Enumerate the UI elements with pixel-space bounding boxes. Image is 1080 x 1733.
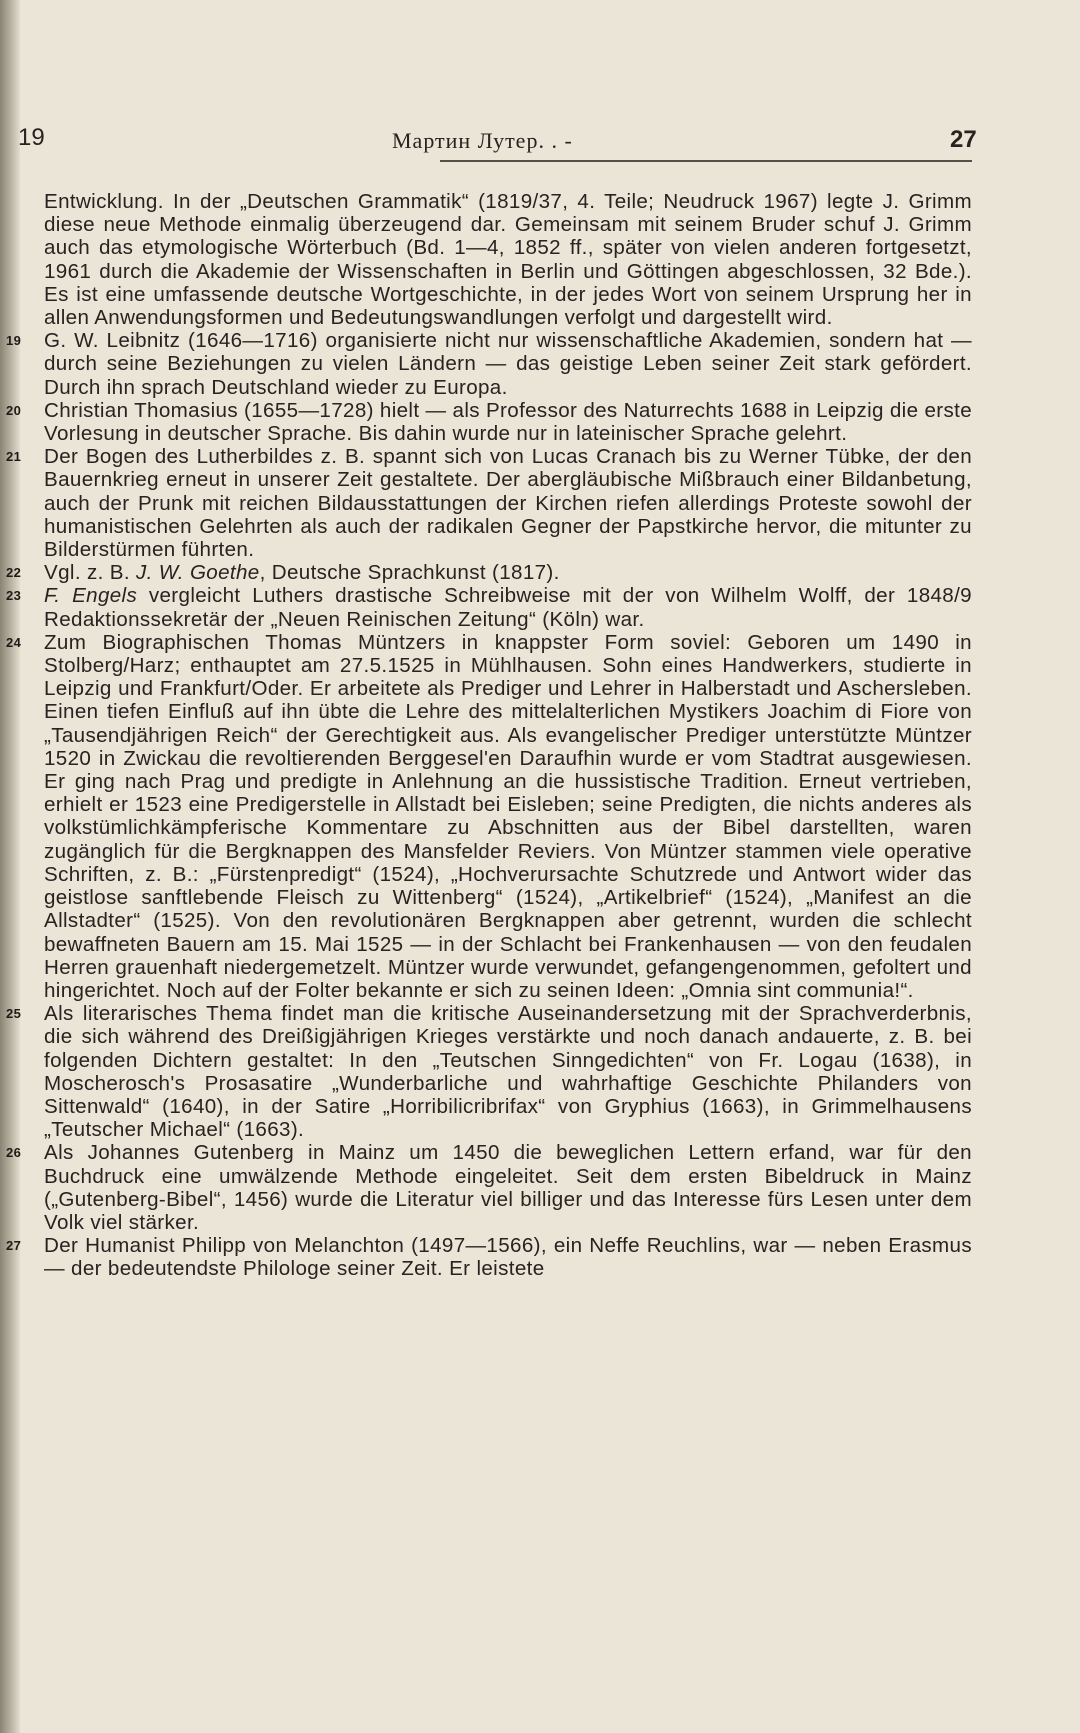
footnote-20 <box>6 398 973 446</box>
footnote-text: Christian Thomasius (1655—1728) hielt — als Professor des Naturrechts 1688 in Leipzig die erste Vorlesung in deutscher Sprache. Bis dahin wurde nur in lateinischer Sprache gelehrt. <box>44 398 973 446</box>
footnote-24 <box>6 630 972 1002</box>
page-header <box>0 120 1080 160</box>
footnote-text: Der Bogen des Lutherbildes z. B. spannt sich von Lucas Cranach bis zu Werner Tübke, der den Bauernkrieg erneut in unserer Zeit gestaltete. Der abergläubische Mißbrauch einer Bildanbetung, auch der Prunk mit reichen Bildausstattungen der Kirchen riefen allerdings Proteste sowohl der humanistischen Gelehrten als auch der radikalen Gegner der Papstkirche hervor, die mitunter zu Bilderstürmen führten. <box>44 445 972 562</box>
footnote-number: 23 <box>6 588 22 604</box>
footnote-author: F. Engels <box>44 584 138 608</box>
footnote-number: 27 <box>6 1238 22 1254</box>
footnote-text: G. W. Leibnitz (1646—1716) organisierte nicht nur wissenschaftliche Akademien, sondern hat — durch seine Beziehungen zu vielen Ländern — das geistige Leben seiner Zeit stark gefördert. Durch ihn sprach Deutschland wieder zu Europa. <box>44 329 972 399</box>
footnote-text: Als Johannes Gutenberg in Mainz um 1450 die beweglichen Lettern erfand, war für den Buchdruck eine umwälzende Methode eingeleitet. Seit dem ersten Bibeldruck in Mainz („Gutenberg-Bibel“, 1456) wurde die Literatur viel billiger und das Interesse fürs Lesen unter dem Volk viel stärker. <box>44 1141 972 1234</box>
footnote-number: 22 <box>6 565 22 581</box>
footnote-number: 20 <box>6 402 22 418</box>
footnote-text: Zum Biographischen Thomas Müntzers in knappster Form soviel: Geboren um 1490 in Stolberg/Harz; enthauptet am 27.5.1525 in Mühlhausen. Sohn eines Handwerkers, studierte in Leipzig und Frankfurt/Oder. Er arbeitete als Prediger und Lehrer in Halberstadt und Aschersleben. Einen tiefen Einfluß auf ihn übte die Lehre des mittelalterlichen Mystikers Joachim di Fiore von „Tausendjährigen Reich“ der Gerechtigkeit aus. Als evangelischer Prediger unterstützte Müntzer 1520 in Zwickau die revoltierenden Berggesel'en Daraufhin wurde er vom Stadtrat ausgewiesen. Er ging nach Prag und predigte in Anlehnung an die hussistische Tradition. Erneut vertrieben, erhielt er 1523 eine Predigerstelle in Allstadt bei Eisleben; seine Predigten, die nichts anderes als volkstümlichkämpferische Kommentare zu Abschnitten aus der Bibel darstellten, waren zugänglich für die Bergknappen des Mansfelder Reviers. Von Müntzer stammen viele operative Schriften, z. B.: „Fürstenpredigt“ (1524), „Hochverursachte Schutzrede und Antwort wider das geistlose sanftlebende Fleisch zu Wittenberg“ (1524), „Artikelbrief“ (1524), „Manifest an die Allstadter“ (1525). Von den revolutionären Bergknappen aber getrennt, wurden die schlecht bewaffneten Bauern am 15. Mai 1525 — in der Schlacht bei Frankenhausen — von den feudalen Herren grauenhaft niedergemetzelt. Müntzer wurde verwundet, gefangengenommen, gefoltert und hingerichtet. Noch auf der Folter bekannte er sich zu seinen Ideen: „Omnia sint communia!“. <box>44 630 972 1002</box>
footnote-number: 26 <box>6 1145 22 1161</box>
footnote-author: J. W. Goethe <box>135 561 260 585</box>
book-page-edge <box>0 0 20 1733</box>
footnote-19 <box>6 329 972 399</box>
footnote-prefix: Vgl. z. B. <box>44 561 136 585</box>
footnote-text: Als literarisches Thema findet man die kritische Auseinandersetzung mit der Sprachverderbnis, die sich während des Dreißigjährigen Krieges verstärkte und noch danach andauerte, z. B. bei folgenden Dichtern gestaltet: In den „Teutschen Sinngedichten“ von Fr. Logau (1638), in Moscherosch's Prosasatire „Wunderbarliche und wahrhaftige Geschichte Philanders von Sittenwald“ (1640), in der Satire „Horribilicribrifax“ von Gryphius (1663), in Grimmelhausens „Teutscher Michael“ (1663). <box>44 1002 972 1142</box>
footnote-number: 19 <box>6 333 22 349</box>
footnote-number: 21 <box>6 449 22 465</box>
footnote-text: vergleicht Luthers drastische Schreibweise mit der von Wilhelm Wolff, der 1848/9 Redaktionssekretär der „Neuen Reinischen Zeitung“ (Köln) war. <box>44 584 972 631</box>
previous-page-number: 19 <box>18 124 45 151</box>
footnote-21 <box>6 445 972 562</box>
footnote-number: 24 <box>6 634 22 650</box>
footnote-26 <box>6 1141 972 1234</box>
footnote-text: Entwicklung. In der „Deutschen Grammatik“ (1819/37, 4. Teile; Neudruck 1967) legte J. Grimm diese neue Methode einmalig überzeugend dar. Gemeinsam mit seinem Bruder schuf J. Grimm auch das etymologische Wörterbuch (Bd. 1—4, 1852 ff., später von vielen anderen fortgesetzt, 1961 durch die Akademie der Wissenschaften in Berlin und Göttingen abgeschlossen, 32 Bde.). Es ist eine umfassende deutsche Wortgeschichte, in der jedes Wort von seinem Ursprung her in allen Anwendungsformen und Bedeutungswandlungen verfolgt und dargestellt wird. <box>44 190 972 330</box>
footnote-23 <box>6 584 972 631</box>
footnotes-text <box>6 190 973 1281</box>
footnote-text: Der Humanist Philipp von Melanchton (1497—1566), ein Neffe Reuchlins, war — neben Erasmus — der bedeutendste Philologe seiner Zeit. Er leistete <box>44 1234 972 1281</box>
page-number: 27 <box>950 126 977 153</box>
footnote-22 <box>6 561 972 585</box>
footnote-text: , Deutsche Sprachkunst (1817). <box>259 561 560 585</box>
footnote-25 <box>6 1002 972 1142</box>
header-rule <box>440 160 972 162</box>
running-title: Мартин Лутер. . - <box>392 128 573 153</box>
footnote-27 <box>6 1234 972 1281</box>
footnote-continuation <box>44 190 972 329</box>
footnote-number: 25 <box>6 1006 22 1022</box>
